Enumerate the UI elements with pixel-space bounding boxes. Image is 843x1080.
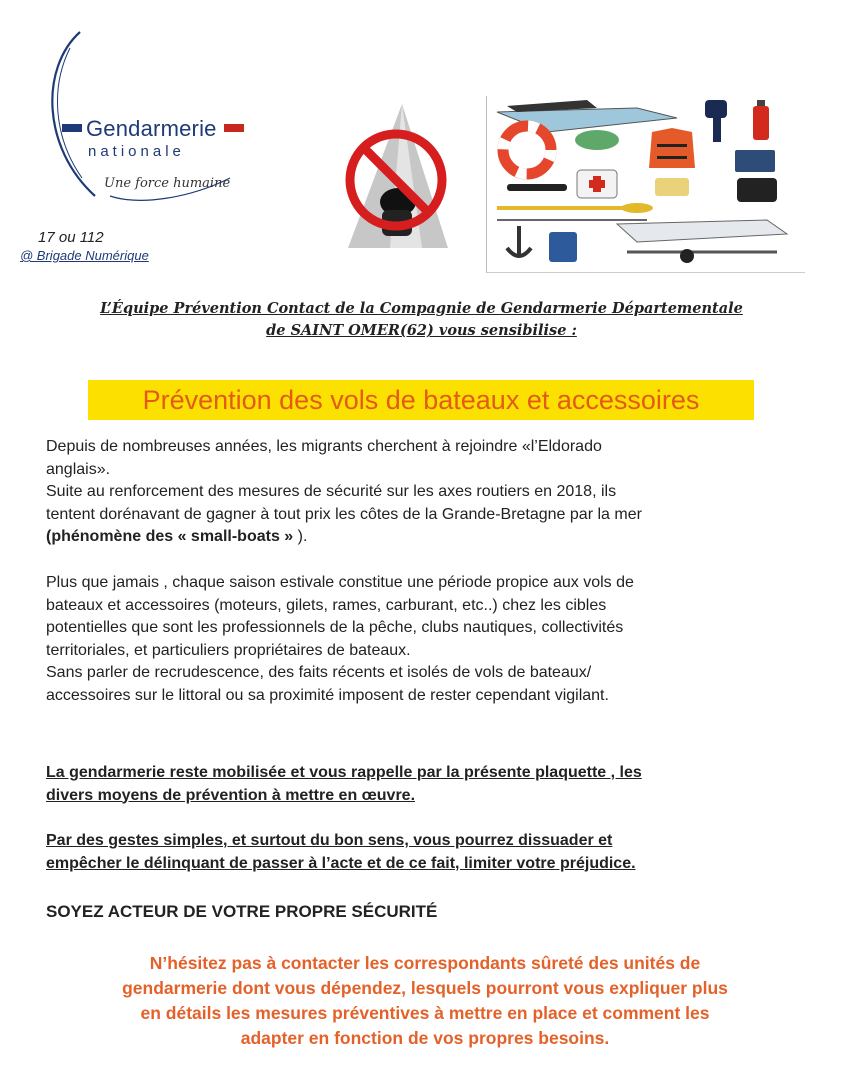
cta-line-2: gendarmerie dont vous dépendez, lesquels pourront vous expliquer plus [122,978,728,998]
logo-motto: Une force humaine [104,176,231,191]
bag-icon [737,178,777,202]
p1-line-3: Suite au renforcement des mesures de sécurité sur les axes routiers en 2018, ils [46,483,617,500]
intro-line-1: L’Équipe Prévention Contact de la Compagnie de Gendarmerie Départementale [100,300,743,317]
logo-subtitle: nationale [88,143,185,160]
anchor-icon [507,226,531,256]
rope-icon [575,130,619,150]
lifebuoy-icon [503,126,551,174]
u2-line-2: empêcher le délinquant de passer à l’acte et de ce fait, limiter votre préjudice. [46,854,636,872]
small-boats-phrase: (phénomène des « small-boats » [46,528,294,545]
outboard-motor-icon [705,100,727,142]
logo-red-bar [224,124,244,132]
cta-line-3: en détails les mesures préventives à mettre en place et comment les [140,1003,710,1023]
p1-line-5 [46,526,806,549]
first-aid-box-icon [577,170,617,198]
brush-icon [655,178,689,196]
p2-line-1: Plus que jamais , chaque saison estivale constitue une période propice aux vols de [46,574,634,591]
life-jacket-icon [649,128,695,168]
u1-line-2: divers moyens de prévention à mettre en œuvre. [46,786,416,804]
intro-text [0,298,843,342]
slogan: SOYEZ ACTEUR DE VOTRE PROPRE SÉCURITÉ [46,902,438,921]
no-entry-sign-icon [330,98,480,258]
p2-line-6: accessoires sur le littoral ou sa proximité imposent de rester cependant vigilant. [46,686,609,704]
paragraph-summer-thefts [46,572,806,707]
brigade-numerique-link[interactable]: @ Brigade Numérique [20,248,149,263]
logo-name: Gendarmerie [86,116,217,141]
jerrycan-icon [549,232,577,262]
cta-line-1: N’hésitez pas à contacter les correspondants sûreté des unités de [149,953,701,973]
p2-line-3: potentielles que sont les professionnels de la pêche, clubs nautiques, collectivités [46,619,624,636]
intro-line-2: de SAINT OMER(62) vous sensibilise : [266,322,577,339]
p2-line-5: Sans parler de recrudescence, des faits récents et isolés de vols de bateaux/ [46,664,592,681]
flashlight-icon [507,184,567,191]
u2-line-1: Par des gestes simples, et surtout du bon sens, vous pourrez dissuader et [46,832,613,849]
mobilisation-statement [46,762,806,807]
logo-blue-bar [62,124,82,132]
p1-line-2: anglais». [46,460,111,478]
emergency-phone: 17 ou 112 [38,229,104,246]
cta-line-4: adapter en fonction de vos propres besoins. [240,1028,610,1048]
p2-line-2: bateaux et accessoires (moteurs, gilets, rames, carburant, etc..) chez les cibles [46,596,607,614]
oar-icon [497,203,653,213]
fire-extinguisher-icon [753,100,769,140]
p1-line-1: Depuis de nombreuses années, les migrants cherchent à rejoindre «l’Eldorado [46,438,602,455]
p1-line-5-end: ). [293,528,308,545]
u1-line-1: La gendarmerie reste mobilisée et vous rappelle par la présente plaquette , les [46,764,642,781]
boat-trailer-icon [617,220,787,263]
toolbox-icon [735,150,775,172]
p1-line-4: tentent dorénavant de gagner à tout prix les côtes de la Grande-Bretagne par la mer [46,505,642,523]
boat-equipment-illustration [486,96,805,273]
contact-call-to-action [40,951,810,1051]
simple-gestures-statement [46,830,806,875]
p2-line-4: territoriales, et particuliers propriétaires de bateaux. [46,641,411,659]
page-title: Prévention des vols de bateaux et accessoires [142,385,700,415]
paragraph-migrants [46,436,806,549]
